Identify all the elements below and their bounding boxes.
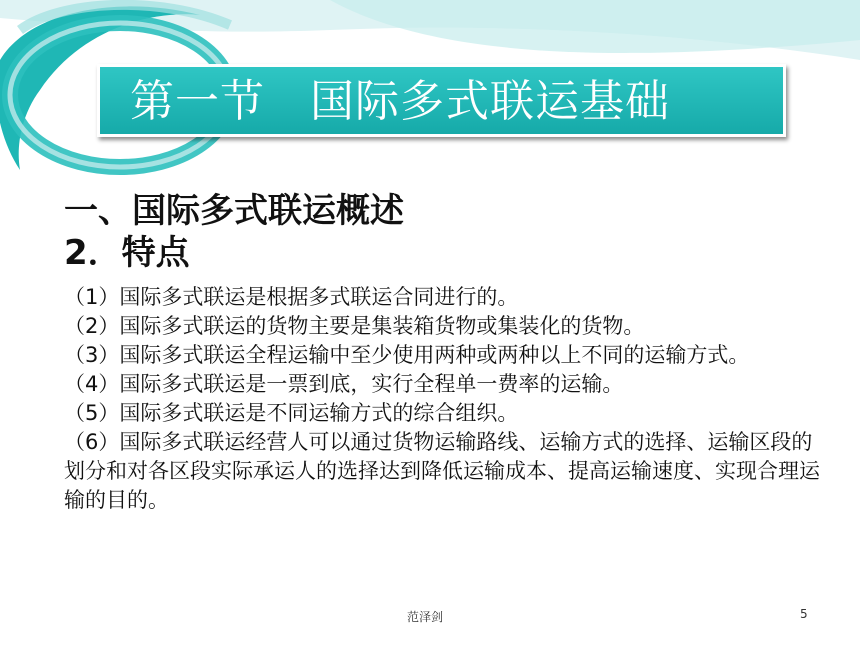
list-item: （6）国际多式联运经营人可以通过货物运输路线、运输方式的选择、运输区段的划分和对各区段实际承运人的选择达到降低运输成本、提高运输速度、实现合理运输的目的。 [64, 430, 820, 512]
slide-title-box [97, 64, 786, 137]
slide-title: 第一节 国际多式联运基础 [130, 76, 670, 127]
list-item: （3）国际多式联运全程运输中至少使用两种或两种以上不同的运输方式。 [64, 343, 750, 367]
list-item: （1）国际多式联运是根据多式联运合同进行的。 [64, 285, 519, 309]
list-item: （4）国际多式联运是一票到底，实行全程单一费率的运输。 [64, 372, 624, 396]
page-number: 5 [800, 607, 808, 621]
list-item: （2）国际多式联运的货物主要是集装箱货物或集装化的货物。 [64, 314, 645, 338]
sub-heading: 2．特点 [64, 233, 190, 273]
list-item: （5）国际多式联运是不同运输方式的综合组织。 [64, 401, 519, 425]
feature-list [64, 283, 824, 515]
section-heading: 一、国际多式联运概述 [64, 191, 404, 231]
footer-author: 范泽剑 [407, 610, 444, 624]
